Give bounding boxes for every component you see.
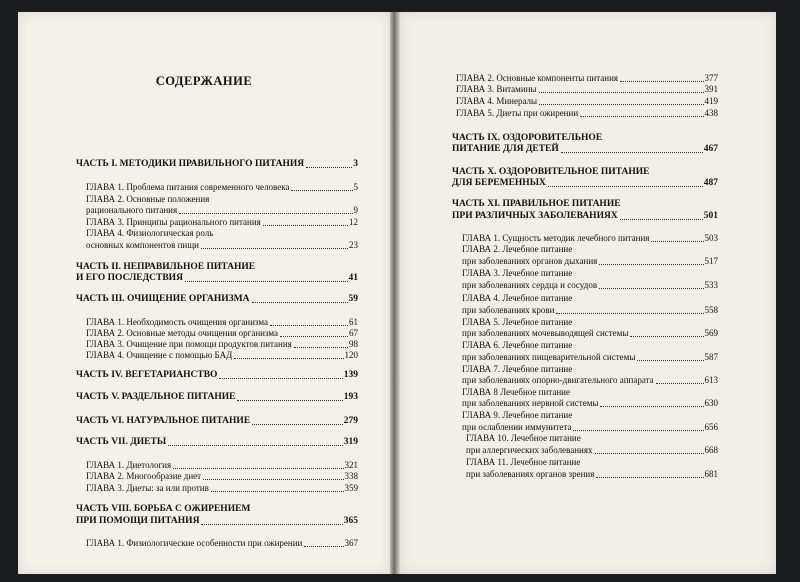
dot-leader — [599, 287, 703, 289]
dot-leader — [580, 115, 703, 117]
toc-label: ГЛАВА 3. Витамины — [456, 84, 537, 94]
toc-label: основных компонентов пищи — [86, 240, 199, 250]
toc-chapter[interactable] — [462, 256, 718, 267]
toc-label: ГЛАВА 4. Минералы — [456, 96, 538, 106]
toc-part-title: ЧАСТЬ II. НЕПРАВИЛЬНОЕ ПИТАНИЕ — [76, 262, 256, 272]
dot-leader — [656, 382, 704, 384]
toc-page-number: 338 — [344, 471, 358, 481]
dot-leader — [539, 91, 704, 93]
dot-leader — [306, 166, 352, 168]
toc-chapter-title: ГЛАВА 2. Основные положения — [86, 194, 210, 204]
toc-chapter-title: ГЛАВА 4. Физиологическая роль — [86, 228, 214, 238]
toc-part-6[interactable] — [76, 416, 358, 427]
toc-chapter-title: ГЛАВА 9. Лечебное питание — [462, 410, 573, 420]
toc-chapter[interactable] — [86, 339, 358, 350]
toc-part-8[interactable] — [76, 516, 358, 527]
dot-leader — [168, 444, 343, 446]
toc-page-number: 12 — [349, 217, 358, 227]
toc-chapter[interactable] — [462, 305, 718, 316]
toc-part-7[interactable] — [76, 437, 358, 448]
dot-leader — [179, 212, 352, 214]
toc-chapter[interactable] — [456, 96, 718, 107]
toc-page-number: 98 — [349, 339, 358, 349]
dot-leader — [201, 523, 342, 525]
dot-leader — [203, 478, 343, 480]
dot-leader — [280, 335, 348, 337]
toc-chapter[interactable] — [86, 317, 358, 328]
dot-leader — [219, 377, 342, 379]
toc-chapter[interactable] — [462, 375, 718, 386]
toc-part-5[interactable] — [76, 392, 358, 403]
toc-label: при заболеваниях органов дыхания — [462, 256, 598, 266]
toc-chapter[interactable] — [456, 108, 718, 119]
toc-chapter-title: ГЛАВА 7. Лечебное питание — [462, 364, 573, 374]
toc-chapter[interactable] — [86, 240, 358, 251]
dot-leader — [252, 423, 343, 425]
toc-part-10[interactable] — [452, 178, 718, 189]
toc-label: ЧАСТЬ I. МЕТОДИКИ ПРАВИЛЬНОГО ПИТАНИЯ — [76, 159, 305, 169]
toc-label: при заболеваниях сердца и сосудов — [462, 280, 598, 290]
toc-part-4[interactable] — [76, 370, 358, 381]
toc-label: ГЛАВА 1. Проблема питания современного человека — [86, 182, 290, 192]
toc-page-number: 359 — [344, 483, 358, 493]
dot-leader — [173, 467, 343, 469]
toc-chapter[interactable] — [86, 328, 358, 339]
toc-label: при аллергических заболеваниях — [466, 445, 593, 455]
toc-chapter[interactable] — [86, 350, 358, 361]
toc-label: ЧАСТЬ VII. ДИЕТЫ — [76, 437, 167, 447]
contents-heading: СОДЕРЖАНИЕ — [155, 74, 253, 88]
toc-label: ГЛАВА 2. Многообразие диет — [86, 471, 202, 481]
toc-page-number: 656 — [704, 422, 718, 432]
toc-part-title: ЧАСТЬ XI. ПРАВИЛЬНОЕ ПИТАНИЕ — [452, 199, 621, 209]
dot-leader — [556, 312, 703, 314]
dot-leader — [294, 346, 348, 348]
toc-chapter[interactable] — [86, 483, 358, 494]
toc-label: при заболеваниях пищеварительной системы — [462, 352, 636, 362]
toc-page-number: 365 — [343, 516, 358, 526]
toc-chapter[interactable] — [86, 217, 358, 228]
toc-chapter[interactable] — [462, 352, 718, 363]
toc-chapter-title: ГЛАВА 11. Лечебное питание — [466, 457, 581, 467]
toc-page-number: 67 — [349, 328, 358, 338]
left-page — [18, 12, 390, 574]
dot-leader — [600, 405, 703, 407]
toc-page-number: 41 — [348, 273, 358, 283]
toc-page-number: 569 — [704, 328, 718, 338]
toc-part-2[interactable] — [76, 273, 358, 284]
toc-label: ГЛАВА 3. Принципы рационального питания — [86, 217, 261, 227]
dot-leader — [304, 545, 343, 547]
toc-chapter[interactable] — [462, 422, 718, 433]
toc-page-number: 61 — [349, 317, 358, 327]
toc-label: ГЛАВА 1. Сущность методик лечебного питания — [462, 233, 650, 243]
book-gutter — [390, 12, 400, 574]
toc-page-number: 139 — [343, 370, 358, 380]
toc-chapter[interactable] — [462, 328, 718, 339]
toc-page-number: 9 — [353, 205, 358, 215]
toc-label: при заболеваниях нервной системы — [462, 398, 599, 408]
toc-page-number: 668 — [704, 445, 718, 455]
toc-chapter[interactable] — [86, 538, 358, 549]
right-page — [400, 12, 776, 574]
toc-chapter[interactable] — [456, 84, 718, 95]
toc-label: рационального питания — [86, 205, 178, 215]
dot-leader — [539, 103, 703, 105]
toc-page-number: 533 — [704, 280, 718, 290]
dot-leader — [252, 301, 348, 303]
toc-chapter-title: ГЛАВА 10. Лечебное питание — [466, 433, 581, 443]
toc-chapter-title: ГЛАВА 6. Лечебное питание — [462, 340, 573, 350]
toc-part-title: ЧАСТЬ IX. ОЗДОРОВИТЕЛЬНОЕ — [452, 133, 603, 143]
toc-chapter[interactable] — [86, 182, 358, 193]
toc-page-number: 367 — [344, 538, 358, 548]
dot-leader — [561, 151, 703, 153]
toc-page-number: 613 — [704, 375, 718, 385]
toc-chapter[interactable] — [466, 445, 718, 456]
dot-leader — [595, 452, 704, 454]
toc-label: ГЛАВА 3. Очищение при помощи продуктов питания — [86, 339, 292, 349]
dot-leader — [630, 335, 703, 337]
toc-page-number: 59 — [348, 294, 358, 304]
toc-page-number: 501 — [703, 211, 718, 221]
toc-part-title: ЧАСТЬ VIII. БОРЬБА С ОЖИРЕНИЕМ — [76, 504, 251, 514]
dot-leader — [596, 476, 703, 478]
toc-part-9[interactable] — [452, 144, 718, 155]
toc-page-number: 681 — [704, 469, 718, 479]
dot-leader — [651, 240, 703, 242]
toc-label: ЧАСТЬ IV. ВЕГЕТАРИАНСТВО — [76, 370, 218, 380]
toc-chapter[interactable] — [86, 205, 358, 216]
toc-label: И ЕГО ПОСЛЕДСТВИЯ — [76, 273, 183, 283]
toc-chapter[interactable] — [456, 73, 718, 84]
toc-chapter[interactable] — [86, 460, 358, 471]
toc-page-number: 5 — [353, 182, 358, 192]
dot-leader — [599, 263, 703, 265]
toc-chapter[interactable] — [86, 471, 358, 482]
dot-leader — [237, 399, 342, 401]
dot-leader — [620, 80, 703, 82]
toc-page-number: 558 — [704, 305, 718, 315]
toc-page-number: 319 — [343, 437, 358, 447]
toc-page-number: 503 — [704, 233, 718, 243]
dot-leader — [573, 429, 703, 431]
toc-label: ГЛАВА 1. Физиологические особенности при ожирении — [86, 538, 303, 548]
toc-label: ПРИ ПОМОЩИ ПИТАНИЯ — [76, 516, 200, 526]
toc-page-number: 377 — [704, 73, 718, 83]
toc-page-number: 487 — [703, 178, 718, 188]
toc-label: при заболеваниях опорно-двигательного аппарата — [462, 375, 654, 385]
toc-label: ГЛАВА 2. Основные компоненты питания — [456, 73, 619, 83]
toc-label: ЧАСТЬ V. РАЗДЕЛЬНОЕ ПИТАНИЕ — [76, 392, 236, 402]
toc-part-1[interactable] — [76, 159, 358, 170]
toc-page-number: 321 — [344, 460, 358, 470]
toc-page-number: 438 — [704, 108, 718, 118]
toc-part-3[interactable] — [76, 294, 358, 305]
toc-label: при заболеваниях органов зрения — [466, 469, 595, 479]
toc-page-number: 587 — [704, 352, 718, 362]
toc-label: при заболеваниях мочевыводящей системы — [462, 328, 629, 338]
dot-leader — [185, 280, 348, 282]
toc-page-number: 3 — [353, 159, 358, 169]
dot-leader — [263, 224, 348, 226]
toc-page-number: 517 — [704, 256, 718, 266]
toc-page-number: 419 — [704, 96, 718, 106]
toc-chapter[interactable] — [466, 469, 718, 480]
toc-label: ПРИ РАЗЛИЧНЫХ ЗАБОЛЕВАНИЯХ — [452, 211, 618, 221]
toc-label: ГЛАВА 1. Необходимость очищения организма — [86, 317, 268, 327]
toc-label: ГЛАВА 4. Очищение с помощью БАД — [86, 350, 233, 360]
toc-label: при ослаблении иммунитета — [462, 422, 572, 432]
dot-leader — [201, 247, 348, 249]
toc-page-number: 630 — [704, 398, 718, 408]
toc-label: ЧАСТЬ VI. НАТУРАЛЬНОЕ ПИТАНИЕ — [76, 416, 251, 426]
toc-chapter[interactable] — [462, 398, 718, 409]
toc-label: ПИТАНИЕ ДЛЯ ДЕТЕЙ — [452, 144, 559, 154]
toc-page-number: 391 — [704, 84, 718, 94]
dot-leader — [620, 218, 703, 220]
dot-leader — [637, 359, 703, 361]
toc-page-number: 120 — [344, 350, 358, 360]
toc-chapter-title: ГЛАВА 3. Лечебное питание — [462, 268, 573, 278]
toc-label: ГЛАВА 2. Основные методы очищения организма — [86, 328, 279, 338]
toc-page-number: 193 — [343, 392, 358, 402]
dot-leader — [548, 185, 703, 187]
toc-chapter-title: ГЛАВА 2. Лечебное питание — [462, 244, 573, 254]
toc-label: ДЛЯ БЕРЕМЕННЫХ — [452, 178, 546, 188]
dot-leader — [270, 324, 348, 326]
toc-label: ЧАСТЬ III. ОЧИЩЕНИЕ ОРГАНИЗМА — [76, 294, 250, 304]
toc-part-title: ЧАСТЬ X. ОЗДОРОВИТЕЛЬНОЕ ПИТАНИЕ — [452, 167, 650, 177]
dot-leader — [291, 189, 352, 191]
toc-chapter-title: ГЛАВА 5. Лечебное питание — [462, 317, 573, 327]
toc-part-11[interactable] — [452, 211, 718, 222]
toc-chapter-title: ГЛАВА 4. Лечебное питание — [462, 293, 573, 303]
toc-chapter[interactable] — [462, 280, 718, 291]
toc-label: ГЛАВА 3. Диеты: за или против — [86, 483, 209, 493]
toc-label: при заболеваниях крови — [462, 305, 555, 315]
toc-label: ГЛАВА 5. Диеты при ожирении — [456, 108, 579, 118]
toc-chapter[interactable] — [462, 233, 718, 244]
toc-page-number: 279 — [343, 416, 358, 426]
dot-leader — [234, 357, 343, 359]
dot-leader — [211, 490, 344, 492]
toc-chapter-title: ГЛАВА 8 Лечебное питание — [462, 387, 570, 397]
toc-label: ГЛАВА 1. Диетология — [86, 460, 172, 470]
toc-page-number: 467 — [703, 144, 718, 154]
toc-page-number: 23 — [349, 240, 358, 250]
